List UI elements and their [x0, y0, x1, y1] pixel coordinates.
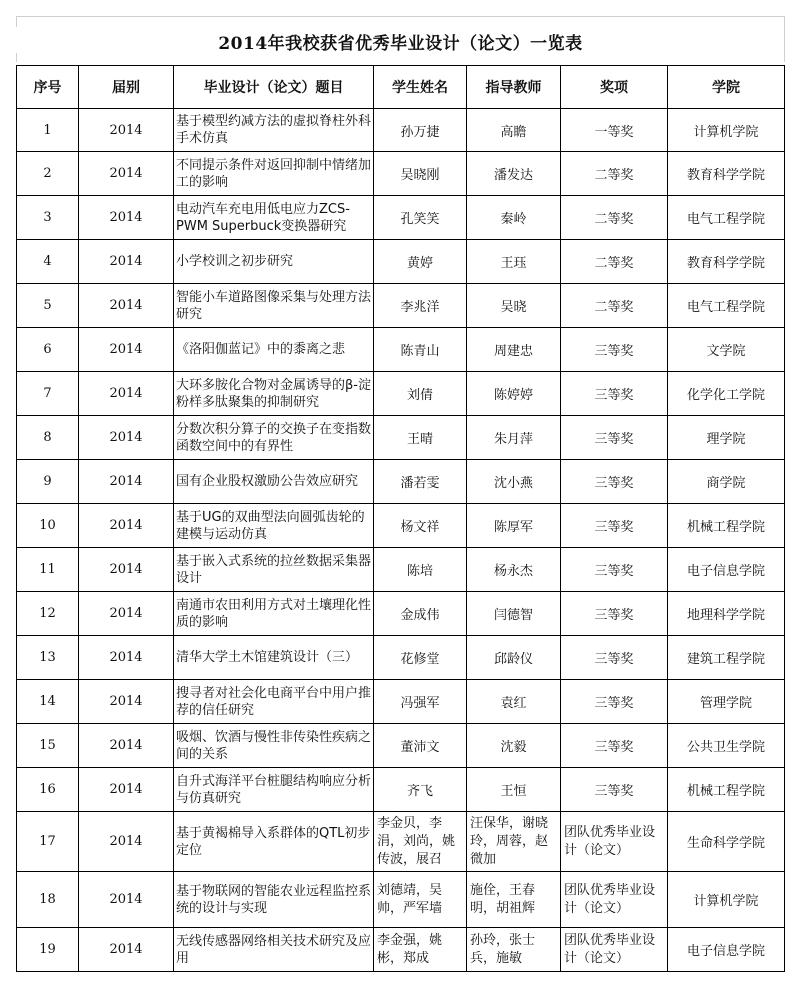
cell-topic: 基于黄褐棉导入系群体的QTL初步定位 — [174, 812, 374, 872]
cell-year: 2014 — [79, 928, 174, 972]
cell-advisor: 王恒 — [467, 768, 561, 812]
cell-no: 10 — [17, 504, 79, 548]
cell-advisor: 邱龄仪 — [467, 636, 561, 680]
cell-college: 公共卫生学院 — [668, 724, 785, 768]
cell-no: 9 — [17, 460, 79, 504]
cell-student: 吴晓刚 — [374, 152, 467, 196]
table-row — [17, 768, 785, 812]
cell-college: 化学化工学院 — [668, 372, 785, 416]
cell-award: 二等奖 — [561, 152, 668, 196]
cell-advisor: 沈毅 — [467, 724, 561, 768]
cell-college: 电子信息学院 — [668, 928, 785, 972]
header-advisor: 指导教师 — [467, 66, 561, 109]
cell-topic: 不同提示条件对返回抑制中情绪加工的影响 — [174, 152, 374, 196]
cell-no: 2 — [17, 152, 79, 196]
cell-no: 13 — [17, 636, 79, 680]
cell-student: 王晴 — [374, 416, 467, 460]
cell-year: 2014 — [79, 680, 174, 724]
cell-college: 文学院 — [668, 328, 785, 372]
table-row — [17, 812, 785, 872]
cell-year: 2014 — [79, 872, 174, 928]
cell-no: 11 — [17, 548, 79, 592]
cell-college: 教育科学学院 — [668, 240, 785, 284]
cell-award: 二等奖 — [561, 284, 668, 328]
cell-topic: 《洛阳伽蓝记》中的黍离之悲 — [174, 328, 374, 372]
cell-topic: 基于物联网的智能农业远程监控系统的设计与实现 — [174, 872, 374, 928]
cell-topic: 分数次积分算子的交换子在变指数函数空间中的有界性 — [174, 416, 374, 460]
cell-award: 团队优秀毕业设计（论文） — [561, 872, 668, 928]
cell-student: 李金强，姚彬，郑成 — [374, 928, 467, 972]
table-row — [17, 196, 785, 240]
cell-topic: 搜寻者对社会化电商平台中用户推荐的信任研究 — [174, 680, 374, 724]
cell-award: 三等奖 — [561, 460, 668, 504]
cell-award: 三等奖 — [561, 372, 668, 416]
cell-award: 三等奖 — [561, 548, 668, 592]
table-row — [17, 109, 785, 152]
cell-award: 三等奖 — [561, 680, 668, 724]
cell-college: 机械工程学院 — [668, 504, 785, 548]
page-title: 2014年我校获省优秀毕业设计（论文）一览表 — [218, 34, 583, 54]
cell-topic: 自升式海洋平台桩腿结构响应分析与仿真研究 — [174, 768, 374, 812]
cell-no: 8 — [17, 416, 79, 460]
cell-no: 7 — [17, 372, 79, 416]
cell-topic: 基于模型约减方法的虚拟脊柱外科手术仿真 — [174, 109, 374, 152]
cell-advisor: 朱月萍 — [467, 416, 561, 460]
cell-topic: 大环多胺化合物对金属诱导的β-淀粉样多肽聚集的抑制研究 — [174, 372, 374, 416]
cell-advisor: 杨永杰 — [467, 548, 561, 592]
cell-student: 刘倩 — [374, 372, 467, 416]
header-student: 学生姓名 — [374, 66, 467, 109]
cell-topic: 基于UG的双曲型法向圆弧齿轮的建模与运动仿真 — [174, 504, 374, 548]
cell-advisor: 孙玲，张士兵，施敏 — [467, 928, 561, 972]
cell-advisor: 高瞻 — [467, 109, 561, 152]
cell-student: 杨文祥 — [374, 504, 467, 548]
cell-year: 2014 — [79, 109, 174, 152]
cell-advisor: 王珏 — [467, 240, 561, 284]
table-row — [17, 152, 785, 196]
cell-award: 三等奖 — [561, 768, 668, 812]
cell-award: 一等奖 — [561, 109, 668, 152]
cell-student: 陈培 — [374, 548, 467, 592]
cell-award: 团队优秀毕业设计（论文） — [561, 928, 668, 972]
cell-year: 2014 — [79, 636, 174, 680]
cell-college: 教育科学学院 — [668, 152, 785, 196]
table-row — [17, 372, 785, 416]
cell-year: 2014 — [79, 372, 174, 416]
cell-college: 地理科学学院 — [668, 592, 785, 636]
cell-year: 2014 — [79, 504, 174, 548]
cell-college: 电气工程学院 — [668, 284, 785, 328]
cell-college: 生命科学学院 — [668, 812, 785, 872]
header-year: 届别 — [79, 66, 174, 109]
cell-topic: 清华大学土木馆建筑设计（三） — [174, 636, 374, 680]
header-award: 奖项 — [561, 66, 668, 109]
cell-college: 电气工程学院 — [668, 196, 785, 240]
cell-advisor: 施佺，王春明，胡祖辉 — [467, 872, 561, 928]
cell-year: 2014 — [79, 460, 174, 504]
award-table — [16, 65, 785, 972]
cell-no: 3 — [17, 196, 79, 240]
cell-award: 三等奖 — [561, 416, 668, 460]
cell-student: 董沛文 — [374, 724, 467, 768]
cell-no: 12 — [17, 592, 79, 636]
cell-no: 4 — [17, 240, 79, 284]
cell-year: 2014 — [79, 768, 174, 812]
cell-student: 李兆洋 — [374, 284, 467, 328]
cell-advisor: 陈厚军 — [467, 504, 561, 548]
cell-student: 黄婷 — [374, 240, 467, 284]
cell-award: 三等奖 — [561, 592, 668, 636]
cell-topic: 基于嵌入式系统的拉丝数据采集器设计 — [174, 548, 374, 592]
cell-college: 商学院 — [668, 460, 785, 504]
table-row — [17, 328, 785, 372]
table-row — [17, 460, 785, 504]
cell-student: 潘若雯 — [374, 460, 467, 504]
cell-advisor: 汪保华，谢晓玲，周蓉，赵微加 — [467, 812, 561, 872]
table-row — [17, 504, 785, 548]
cell-college: 电子信息学院 — [668, 548, 785, 592]
cell-no: 17 — [17, 812, 79, 872]
cell-student: 刘德靖，吴帅，严军墙 — [374, 872, 467, 928]
table-row — [17, 928, 785, 972]
cell-student: 孙万捷 — [374, 109, 467, 152]
cell-award: 三等奖 — [561, 504, 668, 548]
cell-college: 管理学院 — [668, 680, 785, 724]
cell-year: 2014 — [79, 724, 174, 768]
table-row — [17, 872, 785, 928]
cell-year: 2014 — [79, 284, 174, 328]
table-row — [17, 284, 785, 328]
cell-student: 冯强军 — [374, 680, 467, 724]
header-topic: 毕业设计（论文）题目 — [174, 66, 374, 109]
cell-advisor: 沈小燕 — [467, 460, 561, 504]
cell-topic: 智能小车道路图像采集与处理方法研究 — [174, 284, 374, 328]
header-no: 序号 — [17, 66, 79, 109]
table-row — [17, 416, 785, 460]
cell-topic: 电动汽车充电用低电应力ZCS-PWM Superbuck变换器研究 — [174, 196, 374, 240]
cell-year: 2014 — [79, 196, 174, 240]
cell-advisor: 闫德智 — [467, 592, 561, 636]
cell-student: 孔笑笑 — [374, 196, 467, 240]
cell-student: 李金贝，李涓，刘尚，姚传波，展召 — [374, 812, 467, 872]
cell-year: 2014 — [79, 240, 174, 284]
cell-college: 建筑工程学院 — [668, 636, 785, 680]
cell-no: 18 — [17, 872, 79, 928]
cell-year: 2014 — [79, 416, 174, 460]
cell-year: 2014 — [79, 548, 174, 592]
table-row — [17, 592, 785, 636]
cell-no: 6 — [17, 328, 79, 372]
cell-student: 齐飞 — [374, 768, 467, 812]
cell-award: 三等奖 — [561, 636, 668, 680]
table-row — [17, 724, 785, 768]
cell-no: 16 — [17, 768, 79, 812]
cell-topic: 无线传感器网络相关技术研究及应用 — [174, 928, 374, 972]
cell-award: 二等奖 — [561, 196, 668, 240]
table-row — [17, 548, 785, 592]
cell-no: 19 — [17, 928, 79, 972]
cell-advisor: 潘发达 — [467, 152, 561, 196]
cell-no: 15 — [17, 724, 79, 768]
cell-topic: 国有企业股权激励公告效应研究 — [174, 460, 374, 504]
table-row — [17, 240, 785, 284]
cell-no: 1 — [17, 109, 79, 152]
cell-award: 二等奖 — [561, 240, 668, 284]
cell-advisor: 吴晓 — [467, 284, 561, 328]
header-college: 学院 — [668, 66, 785, 109]
cell-student: 花修堂 — [374, 636, 467, 680]
cell-award: 三等奖 — [561, 328, 668, 372]
title-frame — [16, 16, 785, 62]
header-row — [17, 66, 785, 109]
table-row — [17, 680, 785, 724]
cell-topic: 吸烟、饮酒与慢性非传染性疾病之间的关系 — [174, 724, 374, 768]
cell-topic: 南通市农田利用方式对土壤理化性质的影响 — [174, 592, 374, 636]
cell-year: 2014 — [79, 592, 174, 636]
cell-college: 理学院 — [668, 416, 785, 460]
cell-advisor: 秦岭 — [467, 196, 561, 240]
cell-advisor: 周建忠 — [467, 328, 561, 372]
cell-college: 计算机学院 — [668, 109, 785, 152]
cell-year: 2014 — [79, 152, 174, 196]
cell-topic: 小学校训之初步研究 — [174, 240, 374, 284]
cell-advisor: 陈婷婷 — [467, 372, 561, 416]
table-row — [17, 636, 785, 680]
cell-college: 机械工程学院 — [668, 768, 785, 812]
cell-college: 计算机学院 — [668, 872, 785, 928]
cell-student: 金成伟 — [374, 592, 467, 636]
cell-advisor: 袁红 — [467, 680, 561, 724]
cell-student: 陈青山 — [374, 328, 467, 372]
cell-no: 14 — [17, 680, 79, 724]
cell-award: 三等奖 — [561, 724, 668, 768]
cell-no: 5 — [17, 284, 79, 328]
cell-year: 2014 — [79, 812, 174, 872]
cell-year: 2014 — [79, 328, 174, 372]
cell-award: 团队优秀毕业设计（论文） — [561, 812, 668, 872]
